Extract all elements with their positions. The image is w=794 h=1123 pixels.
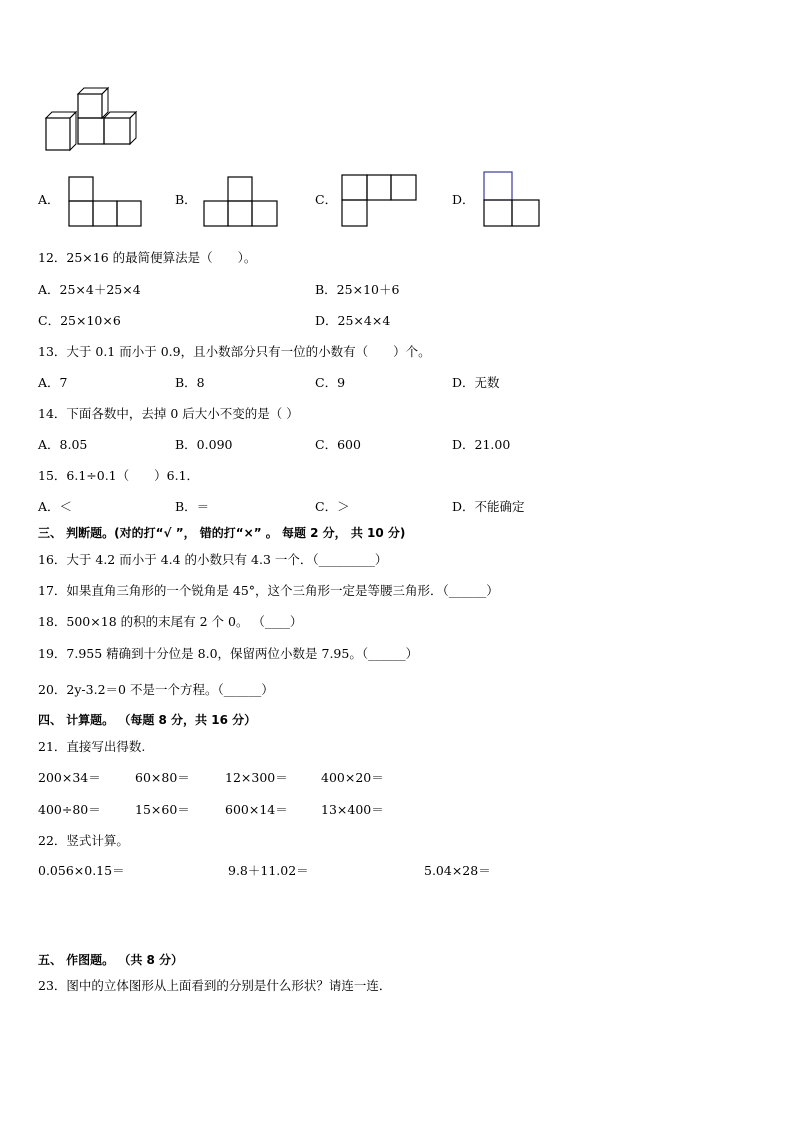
option-c-letter: C． xyxy=(315,192,338,207)
option-b-net-figure xyxy=(203,176,283,228)
q16-text: 16．大于 4.2 而小于 4.4 的小数只有 4.3 一个．（_________） xyxy=(38,552,388,567)
option-d-letter: D． xyxy=(452,192,475,207)
q13-option-d: D．无数 xyxy=(452,375,500,390)
q22-item-3: 5.04×28＝ xyxy=(424,863,491,878)
q20-text: 20．2y-3.2＝0 不是一个方程。（______） xyxy=(38,682,274,697)
section3-title: 三、 判断题。(对的打“√ ”， 错的打“×” 。 每题 2 分， 共 10 分) xyxy=(38,526,406,540)
q15-stem: 15．6.1÷0.1（ ）6.1． xyxy=(38,468,200,483)
q13-stem: 13．大于 0.1 而小于 0.9，且小数部分只有一位的小数有（ ）个。 xyxy=(38,344,431,359)
q12-option-c: C．25×10×6 xyxy=(38,313,121,328)
q14-option-d: D．21.00 xyxy=(452,437,511,452)
q13-option-c: C．9 xyxy=(315,375,346,390)
q13-option-a: A．7 xyxy=(38,375,68,390)
q21-r1-c1: 200×34＝ xyxy=(38,770,101,785)
q21-stem: 21．直接写出得数. xyxy=(38,739,146,754)
q21-r1-c3: 12×300＝ xyxy=(225,770,288,785)
section5-title: 五、 作图题。 （共 8 分） xyxy=(38,953,184,967)
option-d-net-figure xyxy=(483,171,543,227)
q15-option-b: B．＝ xyxy=(175,499,210,514)
q14-option-c: C．600 xyxy=(315,437,361,452)
q14-option-a: A．8.05 xyxy=(38,437,88,452)
q17-text: 17．如果直角三角形的一个锐角是 45°，这个三角形一定是等腰三角形．（______） xyxy=(38,583,499,598)
option-a-letter: A． xyxy=(38,192,60,207)
q12-option-a: A．25×4＋25×4 xyxy=(38,282,141,297)
q22-stem: 22．竖式计算。 xyxy=(38,833,129,848)
q23-stem: 23．图中的立体图形从上面看到的分别是什么形状？请连一连． xyxy=(38,978,392,993)
q18-text: 18．500×18 的积的末尾有 2 个 0。 （____） xyxy=(38,614,303,629)
q22-item-2: 9.8＋11.02＝ xyxy=(228,863,309,878)
option-a-net-figure xyxy=(68,176,148,228)
q21-r2-c2: 15×60＝ xyxy=(135,802,190,817)
q12-option-b: B．25×10＋6 xyxy=(315,282,400,297)
q21-r2-c4: 13×400＝ xyxy=(321,802,384,817)
q15-option-a: A．＜ xyxy=(38,499,73,514)
q22-item-1: 0.056×0.15＝ xyxy=(38,863,125,878)
q21-r2-c1: 400÷80＝ xyxy=(38,802,101,817)
q21-r1-c2: 60×80＝ xyxy=(135,770,190,785)
q12-option-d: D．25×4×4 xyxy=(315,313,391,328)
q15-option-d: D．不能确定 xyxy=(452,499,525,514)
q14-stem: 14．下面各数中，去掉 0 后大小不变的是（ ） xyxy=(38,406,299,421)
q19-text: 19．7.955 精确到十分位是 8.0，保留两位小数是 7.95。（______） xyxy=(38,646,419,661)
q12-stem: 12．25×16 的最简便算法是（ ）。 xyxy=(38,250,257,265)
section4-title: 四、 计算题。 （每题 8 分，共 16 分） xyxy=(38,713,257,727)
option-c-net-figure xyxy=(341,174,421,230)
q21-r2-c3: 600×14＝ xyxy=(225,802,288,817)
q21-r1-c4: 400×20＝ xyxy=(321,770,384,785)
q13-option-b: B．8 xyxy=(175,375,205,390)
q15-option-c: C．＞ xyxy=(315,499,350,514)
q14-option-b: B．0.090 xyxy=(175,437,233,452)
option-b-letter: B． xyxy=(175,192,197,207)
cube-figure xyxy=(40,86,140,156)
